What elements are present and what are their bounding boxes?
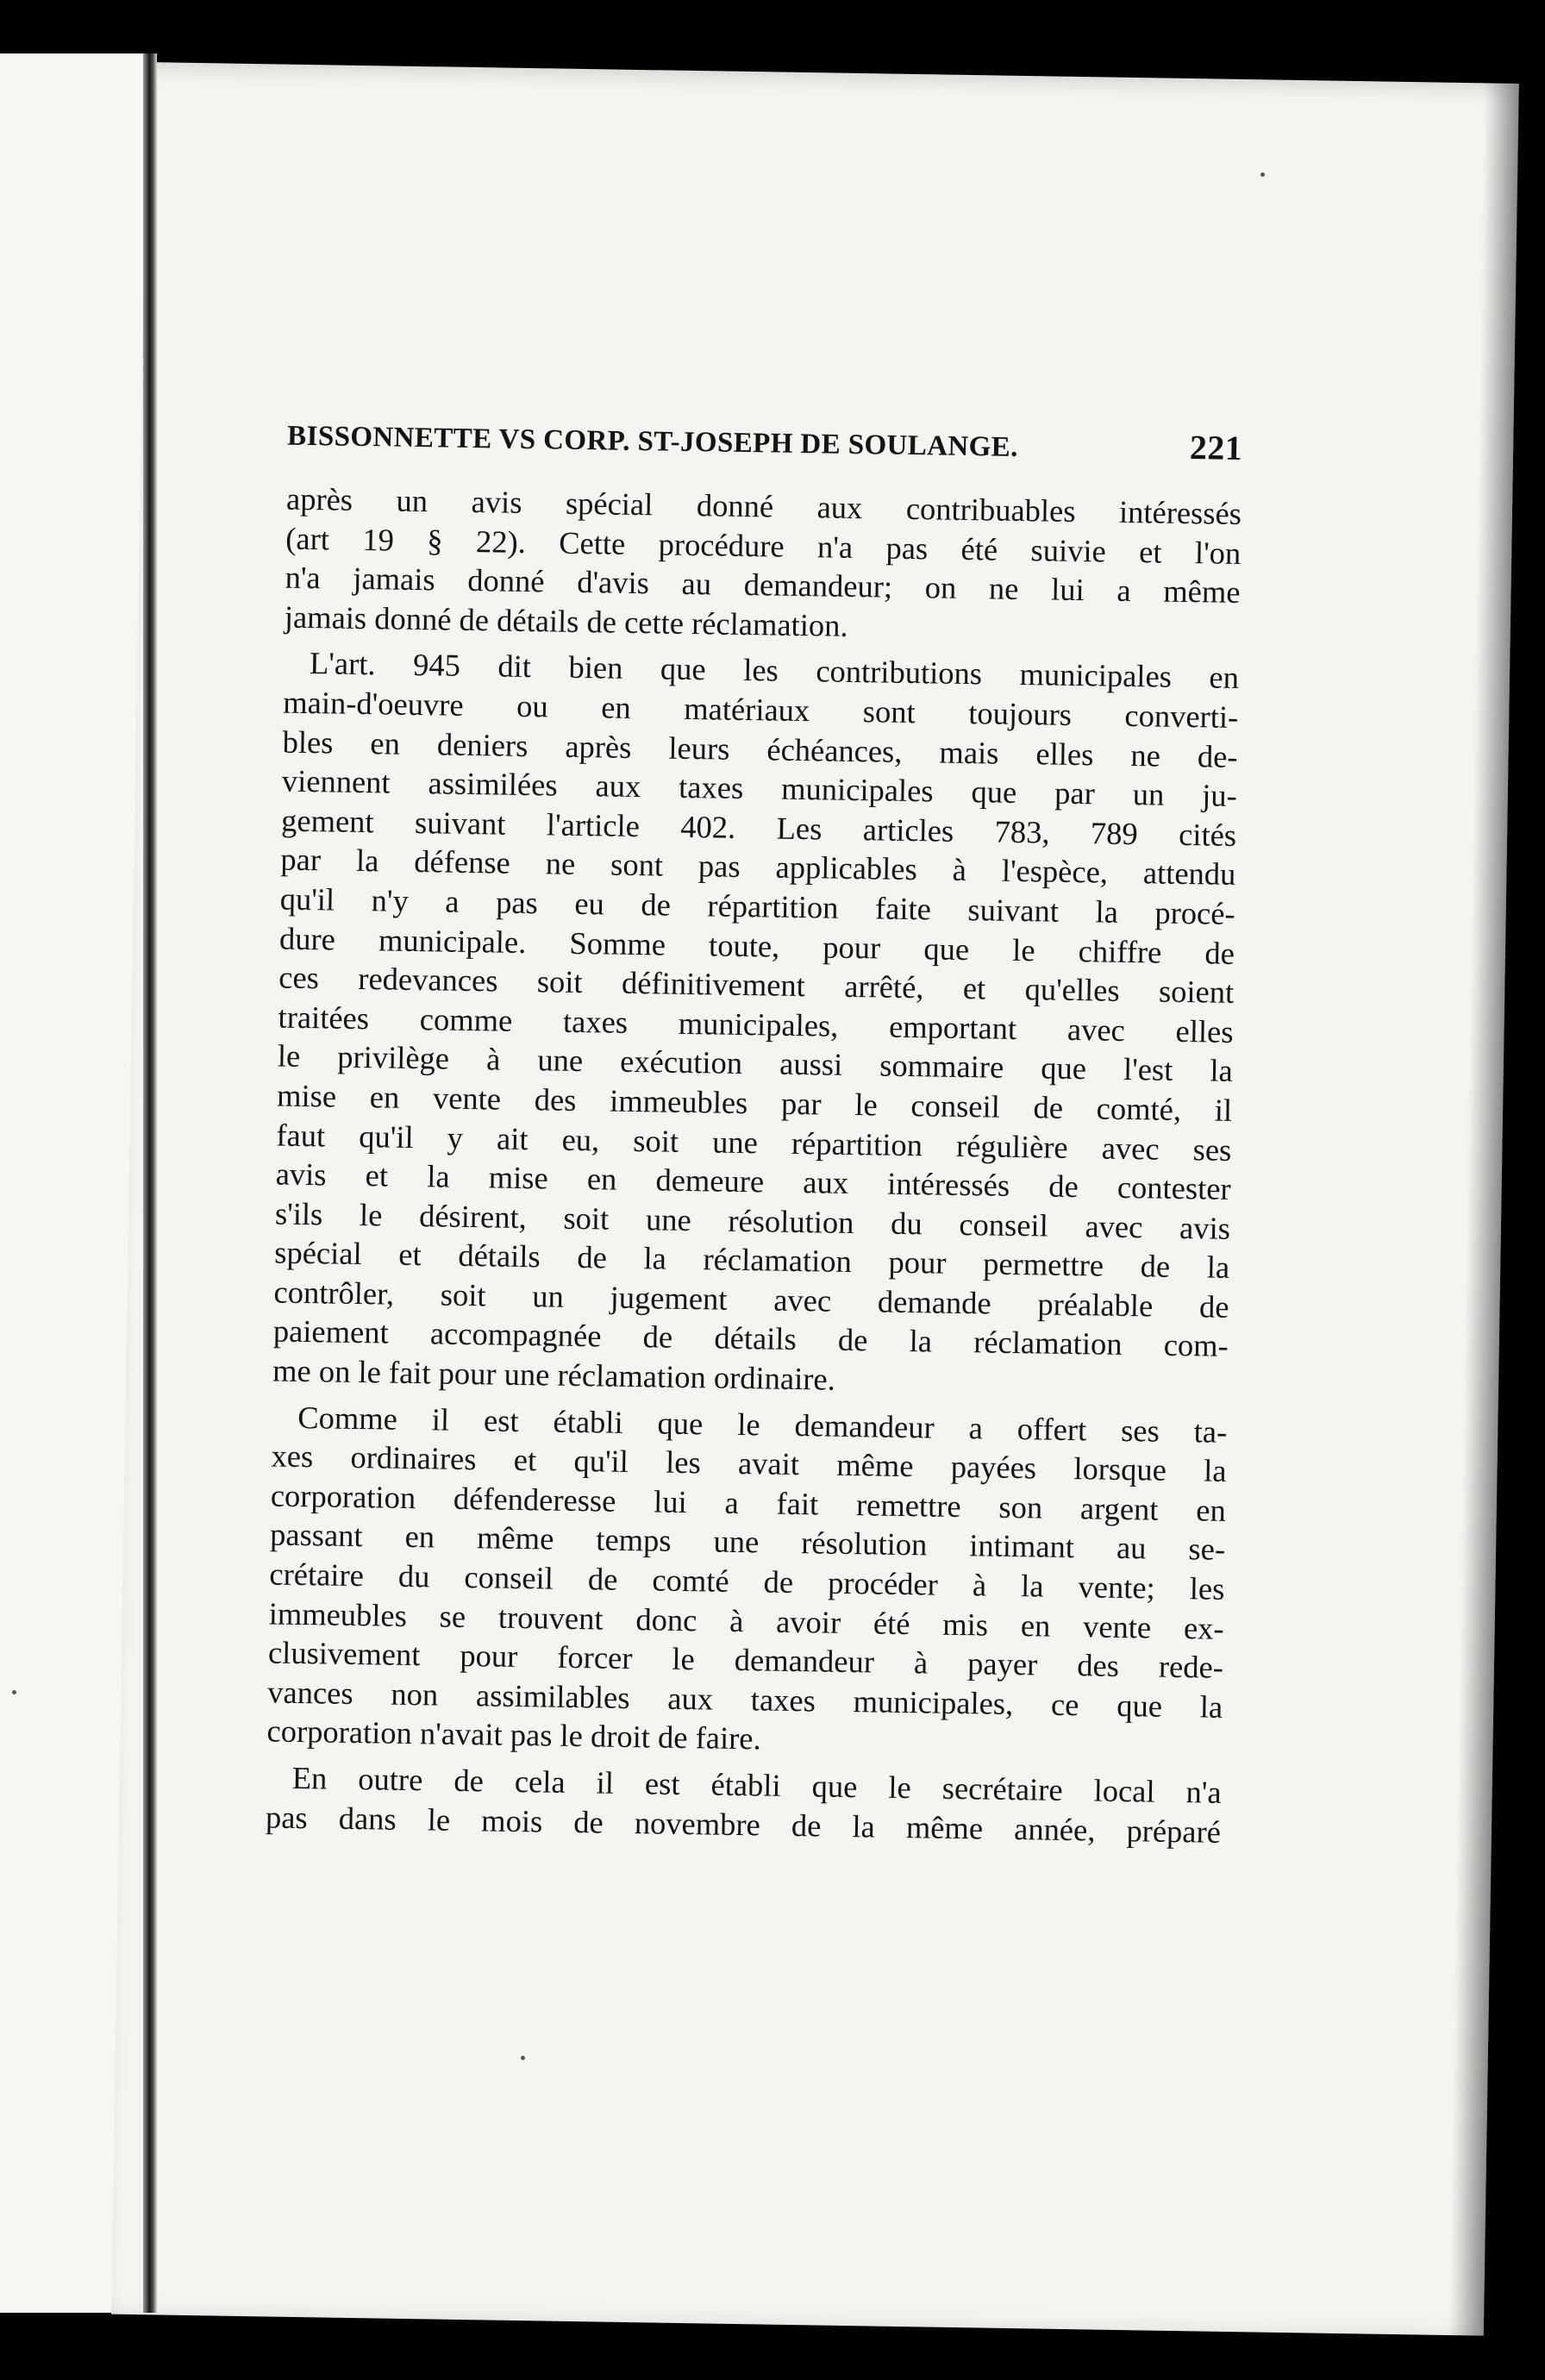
page-edge-shadow <box>1449 83 1519 2335</box>
text-line: corporation défenderesse lui a fait remettre son argent en <box>270 1477 1227 1528</box>
text-line: xes ordinaires et qu'il les avait même payées lorsque la <box>271 1437 1227 1489</box>
text-line: après un avis spécial donné aux contribuables intéressés <box>285 480 1242 532</box>
text-line: ces redevances soit définitivement arrêté, et qu'elles soient <box>278 959 1235 1011</box>
scan-speck <box>521 2056 525 2060</box>
text-line: mise en vente des immeubles par le conseil de comté, il <box>276 1077 1233 1128</box>
text-line: crétaire du conseil de comté de procéder à la vente; les <box>269 1556 1225 1606</box>
book-gutter <box>143 53 157 2313</box>
text-line: spécial et détails de la réclamation pour permettre de la <box>274 1234 1230 1286</box>
text-line: Comme il est établi que le demandeur a offert ses ta- <box>297 1399 1228 1450</box>
text-line: paiement accompagnée de détails de la réclamation com- <box>272 1312 1229 1364</box>
text-line: L'art. 945 dit bien que les contributions municipales en <box>309 645 1240 696</box>
text-line: clusivement pour forcer le demandeur à payer des rede- <box>267 1634 1224 1686</box>
text-line: bles en deniers après leurs échéances, mais elles ne de- <box>282 723 1238 774</box>
scan-speck <box>12 1690 16 1694</box>
running-head <box>287 413 1243 468</box>
text-line: faut qu'il y ait eu, soit une répartition régulière avec ses <box>276 1117 1232 1168</box>
text-line: le privilège à une exécution aussi sommaire que l'est la <box>277 1037 1234 1089</box>
text-line: viennent assimilées aux taxes municipales que par un ju- <box>281 762 1238 814</box>
text-line: corporation n'avait pas le droit de faire. <box>266 1713 761 1757</box>
running-head-title: BISSONNETTE VS CORP. ST-JOSEPH DE SOULANGE. <box>286 420 1019 463</box>
text-line: contrôler, soit un jugement avec demande préalable de <box>273 1274 1229 1325</box>
text-line: vances non assimilables aux taxes municipales, ce que la <box>267 1674 1223 1725</box>
text-line: pas dans le mois de novembre de la même année, préparé <box>265 1799 1222 1850</box>
text-line: gement suivant l'article 402. Les articles 783, 789 cités <box>280 802 1237 853</box>
book-page <box>111 62 1519 2336</box>
text-block <box>266 413 1243 1851</box>
text-line: par la défense ne sont pas applicables à l'espèce, attendu <box>280 841 1236 892</box>
text-line: dure municipale. Somme toute, pour que le chiffre de <box>278 920 1235 971</box>
text-line: me on le fait pour une réclamation ordinaire. <box>272 1352 836 1397</box>
text-line: traitées comme taxes municipales, emportant avec elles <box>278 999 1234 1049</box>
page-number: 221 <box>1189 428 1243 468</box>
text-line: avis et la mise en demeure aux intéressés de contester <box>275 1156 1231 1207</box>
text-line: immeubles se trouvent donc à avoir été mis en vente ex- <box>268 1595 1224 1646</box>
text-line: En outre de cela il est établi que le secrétaire local n'a <box>291 1759 1222 1810</box>
text-line: n'a jamais donné d'avis au demandeur; on ne lui a même <box>285 559 1241 611</box>
text-line: (art 19 § 22). Cette procédure n'a pas été suivie et l'on <box>285 520 1242 571</box>
scan-speck <box>1260 172 1265 177</box>
text-line: qu'il n'y a pas eu de répartition faite suivant la procé- <box>279 880 1235 931</box>
text-line: jamais donné de détails de cette réclamation. <box>284 598 848 643</box>
body-text <box>266 479 1242 1851</box>
text-line: passant en même temps une résolution intimant au se- <box>269 1516 1226 1568</box>
text-line: main-d'oeuvre ou en matériaux sont toujours converti- <box>283 684 1239 735</box>
text-line: s'ils le désirent, soit une résolution du conseil avec avis <box>274 1195 1231 1246</box>
